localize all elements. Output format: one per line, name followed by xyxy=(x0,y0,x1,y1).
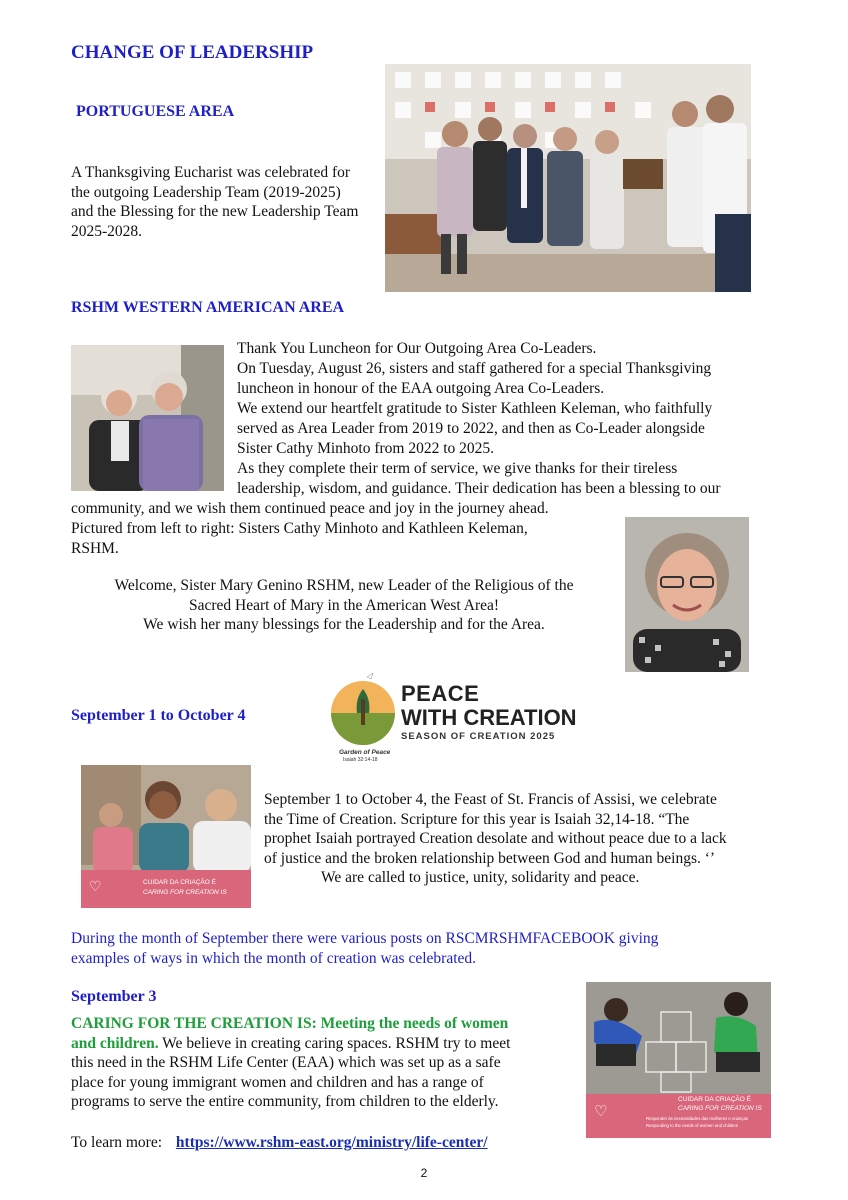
portuguese-area-text: A Thanksgiving Eucharist was celebrated for the outgoing Leadership Team (2019-2025) and the Blessing for the new Leadership Team 2025-2028. xyxy=(71,164,359,240)
page-number: 2 xyxy=(420,1166,428,1180)
western-line: RSHM. xyxy=(71,540,119,557)
western-line: As they complete their term of service, we give thanks for their tireless xyxy=(237,460,678,477)
photo-caption-line: CUIDAR DA CRIAÇÃO É xyxy=(143,879,216,886)
western-line: served as Area Leader from 2019 to 2022, and then as Co-Leader alongside xyxy=(237,420,705,437)
sept3-line: this need in the RSHM Life Center (EAA) which was set up as a safe xyxy=(71,1054,501,1072)
welcome-line: Sacred Heart of Mary in the American West Area! xyxy=(188,596,500,614)
chalk-photo-sub: Responding to the needs of women and children xyxy=(646,1123,739,1128)
learn-more-label: To learn more: xyxy=(71,1134,163,1151)
creation-line: prophet Isaiah portrayed Creation desolate and without peace due to a lack xyxy=(264,830,727,848)
heart-logo-icon: ♡ xyxy=(89,879,102,895)
welcome-line: Welcome, Sister Mary Genino RSHM, new Leader of the Religious of the xyxy=(114,577,574,594)
sept3-after-green: We believe in creating caring spaces. RSHM try to meet xyxy=(158,1034,511,1052)
caring-for-creation-photo xyxy=(81,765,251,908)
sept3-title: September 3 xyxy=(71,988,157,1005)
western-line: community, and we wish them continued peace and joy in the journey ahead. xyxy=(71,500,549,517)
western-line: On Tuesday, August 26, sisters and staff gathered for a special Thanksgiving xyxy=(237,360,712,377)
page-heading: CHANGE OF LEADERSHIP xyxy=(71,42,314,63)
peace-with-creation-logo xyxy=(327,669,587,767)
chalk-photo-caption: CARING FOR CREATION IS xyxy=(678,1105,762,1112)
new-leader-portrait xyxy=(625,517,749,672)
sept3-green: CARING FOR THE CREATION IS: Meeting the needs of women xyxy=(71,1015,509,1032)
posts-line: examples of ways in which the month of creation was celebrated. xyxy=(71,949,477,967)
learn-more xyxy=(71,1133,488,1153)
chalk-photo-sub: Responder às necessidades das mulheres e crianças xyxy=(646,1116,748,1121)
life-center-link[interactable]: https://www.rshm-east.org/ministry/life-center/ xyxy=(175,1134,488,1151)
creation-line: of justice and the broken relationship between God and human beings. ‘’ xyxy=(264,849,716,867)
welcome-text xyxy=(71,576,617,635)
western-line: Sister Cathy Minhoto from 2022 to 2025. xyxy=(237,440,495,457)
western-line: luncheon in honour of the EAA outgoing Area Co-Leaders. xyxy=(237,380,605,397)
sept3-text xyxy=(71,1014,571,1112)
sept3-green: and children. xyxy=(71,1034,159,1052)
western-line: leadership, wisdom, and guidance. Their dedication has been a blessing to our xyxy=(237,480,721,497)
portuguese-ceremony-photo xyxy=(385,64,751,292)
chalk-photo-caption: CUIDAR DA CRIAÇÃO É xyxy=(678,1096,751,1103)
creation-text xyxy=(264,790,784,888)
creation-line: the Time of Creation. Scripture for this year is Isaiah 32,14-18. “The xyxy=(264,810,690,828)
heart-logo-icon: ♡ xyxy=(594,1102,608,1120)
creation-title: September 1 to October 4 xyxy=(71,707,246,724)
western-line: We extend our heartfelt gratitude to Sister Kathleen Keleman, who faithfully xyxy=(237,400,713,417)
welcome-line: We wish her many blessings for the Leadership and for the Area. xyxy=(143,616,545,634)
photo-caption-line: CARING FOR CREATION IS xyxy=(143,889,227,896)
september-posts-text xyxy=(71,929,658,968)
logo-line2: WITH CREATION xyxy=(401,705,577,730)
western-area-title: RSHM WESTERN AMERICAN AREA xyxy=(71,299,345,316)
creation-line: September 1 to October 4, the Feast of St. Francis of Assisi, we celebrate xyxy=(264,791,717,808)
sept3-line: programs to serve the entire community, from children to the elderly. xyxy=(71,1093,499,1111)
portuguese-area-title: PORTUGUESE AREA xyxy=(76,103,235,120)
logo-caption2: Isaiah 32:14-18 xyxy=(343,757,378,763)
posts-line: During the month of September there were various posts on RSCMRSHMFACEBOOK giving xyxy=(71,930,659,947)
co-leaders-photo xyxy=(71,345,224,491)
western-line: Pictured from left to right: Sisters Cathy Minhoto and Kathleen Keleman, xyxy=(71,520,528,537)
logo-line1: PEACE xyxy=(401,681,480,706)
logo-caption1: Garden of Peace xyxy=(339,749,391,756)
logo-line3: SEASON OF CREATION 2025 xyxy=(401,731,556,742)
creation-line: We are called to justice, unity, solidarity and peace. xyxy=(321,869,640,887)
western-line: Thank You Luncheon for Our Outgoing Area Co-Leaders. xyxy=(237,340,597,357)
sept3-line: place for young immigrant women and children and has a range of xyxy=(71,1073,484,1091)
chalk-drawing-photo xyxy=(586,982,771,1138)
